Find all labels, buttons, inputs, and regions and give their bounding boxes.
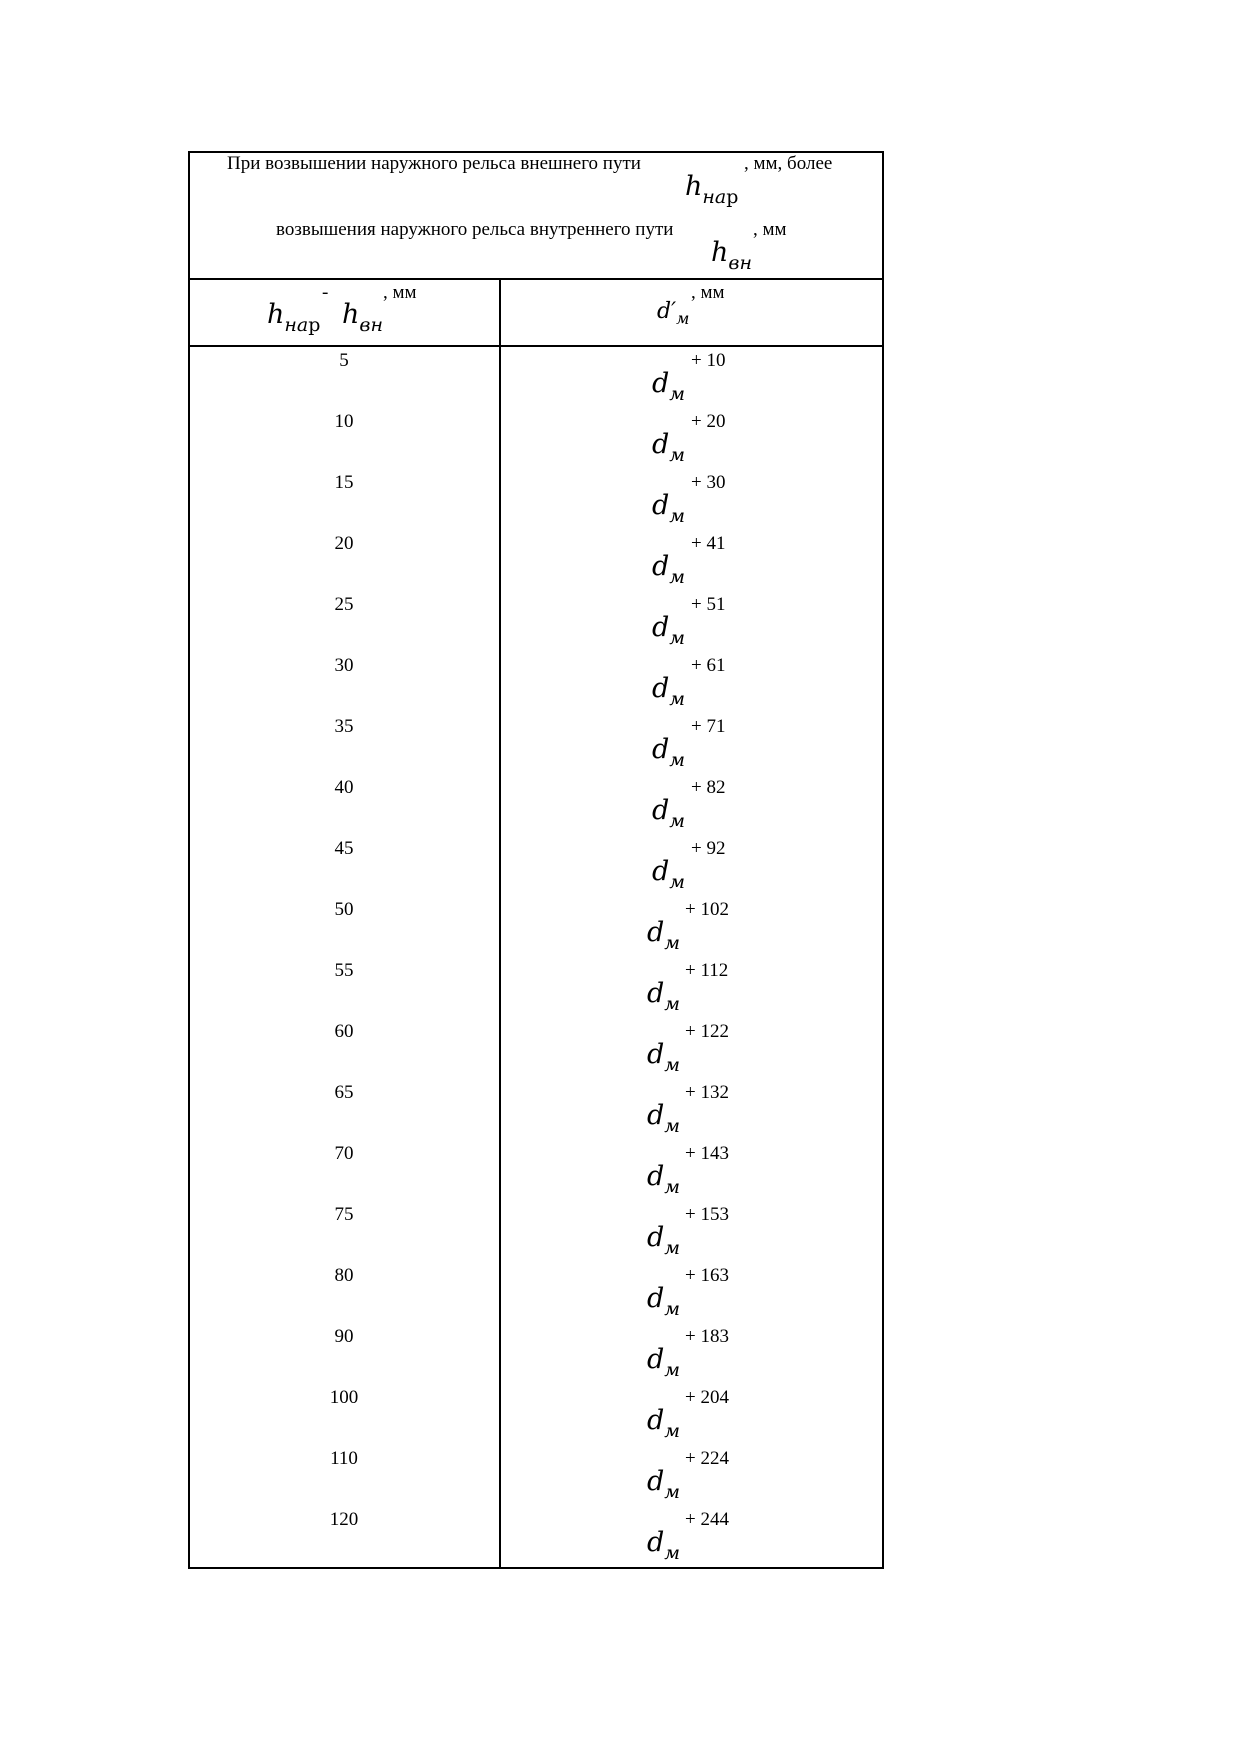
d-m-symbol: $d_м$ [652,612,686,649]
d-m-symbol: $d_м$ [647,917,681,954]
elevation-difference-value: 20 [334,533,354,554]
rail-elevation-table [188,151,884,1569]
elevation-difference-value: 25 [334,594,354,615]
d-m-symbol: $d_м$ [647,1405,681,1442]
track-widening-addition: + 102 [685,899,729,920]
elevation-difference-value: 80 [334,1265,354,1286]
d-prime-m-symbol: $d'_м$ [657,299,690,328]
minus-sign: - [322,282,329,303]
elevation-difference-value: 55 [334,960,354,981]
table-row [188,774,884,835]
track-widening-addition: + 204 [685,1387,729,1408]
h-vn-symbol: $h_{вн}$ [342,299,383,336]
elevation-difference-value: 75 [334,1204,354,1225]
table-row [188,408,884,469]
track-widening-addition: + 153 [685,1204,729,1225]
table-row [188,835,884,896]
track-widening-addition: + 183 [685,1326,729,1347]
h-vn-symbol: $h_{вн}$ [711,237,752,274]
table-row [188,1323,884,1384]
table-row [188,530,884,591]
right-column-unit: , мм [691,282,725,303]
track-widening-addition: + 224 [685,1448,729,1469]
elevation-difference-value: 100 [329,1387,359,1408]
d-m-symbol: $d_м$ [647,978,681,1015]
track-widening-addition: + 41 [691,533,726,554]
elevation-difference-value: 30 [334,655,354,676]
track-widening-addition: + 82 [691,777,726,798]
track-widening-addition: + 143 [685,1143,729,1164]
track-widening-addition: + 51 [691,594,726,615]
table-row [188,1262,884,1323]
d-m-symbol: $d_м$ [647,1283,681,1320]
d-m-symbol: $d_м$ [647,1161,681,1198]
h-nar-symbol: $h_{нар}$ [685,171,739,208]
elevation-difference-value: 120 [329,1509,359,1530]
table-row [188,1140,884,1201]
track-widening-addition: + 10 [691,350,726,371]
d-m-symbol: $d_м$ [652,795,686,832]
header-line1-text: При возвышении наружного рельса внешнего пути [227,153,641,174]
header-line2-unit: , мм [753,219,787,240]
table-row [188,957,884,1018]
header-line1-unit: , мм, более [744,153,833,174]
table-row [188,1445,884,1506]
table-row [188,1018,884,1079]
elevation-difference-value: 70 [334,1143,354,1164]
table-row [188,896,884,957]
table-row [188,652,884,713]
elevation-difference-value: 40 [334,777,354,798]
header-line2-text: возвышения наружного рельса внутреннего пути [276,219,674,240]
d-m-symbol: $d_м$ [647,1466,681,1503]
elevation-difference-value: 35 [334,716,354,737]
track-widening-addition: + 61 [691,655,726,676]
d-m-symbol: $d_м$ [647,1344,681,1381]
table-row [188,591,884,652]
track-widening-addition: + 132 [685,1082,729,1103]
track-widening-addition: + 122 [685,1021,729,1042]
d-m-symbol: $d_м$ [647,1100,681,1137]
elevation-difference-value: 110 [330,1448,358,1469]
track-widening-addition: + 71 [691,716,726,737]
d-m-symbol: $d_м$ [652,490,686,527]
table-row [188,347,884,408]
elevation-difference-value: 45 [334,838,354,859]
table-row [188,1201,884,1262]
d-m-symbol: $d_м$ [652,734,686,771]
table-row [188,1079,884,1140]
elevation-difference-value: 60 [334,1021,354,1042]
elevation-difference-value: 5 [339,350,349,371]
d-m-symbol: $d_м$ [652,673,686,710]
elevation-difference-value: 50 [334,899,354,920]
h-nar-symbol: $h_{нар}$ [267,299,321,336]
header-divider [188,278,884,280]
track-widening-addition: + 30 [691,472,726,493]
d-m-symbol: $d_м$ [652,429,686,466]
table-row [188,1506,884,1567]
elevation-difference-value: 90 [334,1326,354,1347]
d-m-symbol: $d_м$ [647,1527,681,1564]
table-row [188,469,884,530]
table-row [188,1384,884,1445]
track-widening-addition: + 92 [691,838,726,859]
elevation-difference-value: 10 [334,411,354,432]
d-m-symbol: $d_м$ [652,551,686,588]
track-widening-addition: + 244 [685,1509,729,1530]
track-widening-addition: + 163 [685,1265,729,1286]
d-m-symbol: $d_м$ [647,1039,681,1076]
d-m-symbol: $d_м$ [647,1222,681,1259]
table-row [188,713,884,774]
track-widening-addition: + 20 [691,411,726,432]
elevation-difference-value: 15 [334,472,354,493]
d-m-symbol: $d_м$ [652,856,686,893]
left-column-unit: , мм [383,282,417,303]
d-m-symbol: $d_м$ [652,368,686,405]
track-widening-addition: + 112 [685,960,729,981]
elevation-difference-value: 65 [334,1082,354,1103]
